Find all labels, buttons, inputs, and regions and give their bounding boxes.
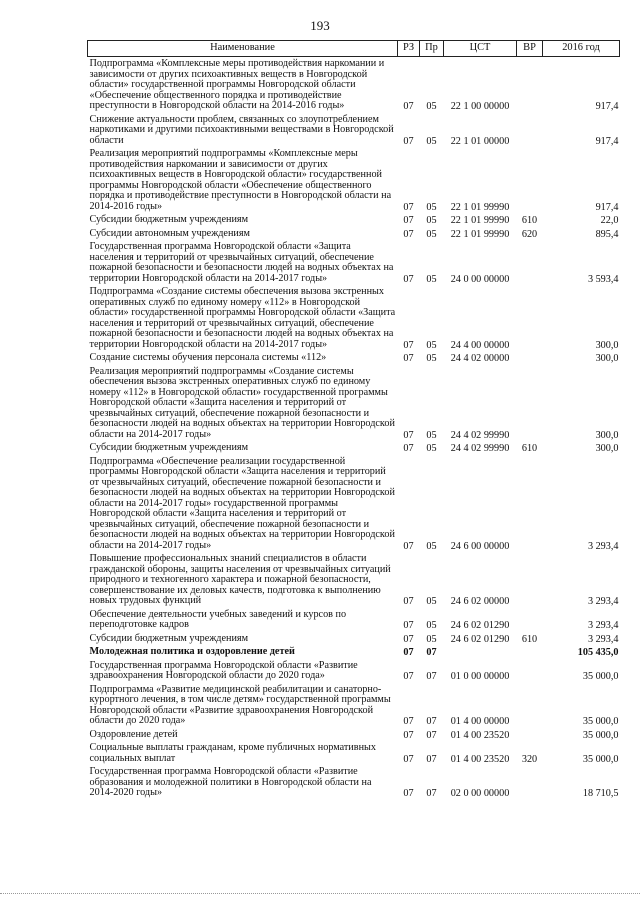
cell-rz: 07 [403, 716, 414, 727]
table-row [88, 645, 620, 659]
cell-name: Снижение актуальности проблем, связанных со злоупотреблением наркотиками и другими психоактивными веществами в Новгородской области [89, 113, 394, 146]
cell-sum: 105 435,0 [577, 647, 619, 658]
cell-vr [517, 765, 543, 800]
cell-cst: 01 0 00 00000 [450, 671, 510, 682]
cell-pr: 05 [426, 339, 437, 351]
cell-sum: 917,4 [595, 201, 619, 213]
cell-pr: 07 [426, 647, 437, 658]
cell-pr: 07 [426, 753, 437, 765]
scan-edge-divider [0, 893, 640, 894]
cell-cst: 24 6 02 00000 [450, 596, 510, 607]
table-row [88, 455, 620, 553]
cell-sum: 300,0 [595, 443, 619, 454]
cell-name: Подпрограмма «Обеспечение реализации государственной программы Новгородской области «Защита населения и территорий от чрезвычайных ситуаций, обеспечение пожарной безопасности и безопасности людей на водных объектах на территории Новгородской области на 2014-2017 годы» государственной программы Новгородской области «Защита населения и территорий от чрезвычайных ситуаций, обеспечение пожарной безопасности и безопасности людей на водных объектах на территории Новгородской области на 2014-2017 годы» [89, 455, 395, 551]
cell-cst: 24 6 00 00000 [450, 540, 510, 552]
cell-sum: 35 000,0 [582, 716, 619, 727]
cell-vr [517, 552, 543, 608]
cell-vr [517, 455, 543, 553]
cell-cst: 22 1 00 00000 [450, 101, 510, 112]
cell-pr: 07 [426, 788, 437, 799]
cell-vr [517, 240, 543, 285]
table-row [88, 683, 620, 728]
cell-rz: 07 [403, 596, 414, 607]
table-row [88, 659, 620, 683]
cell-name: Субсидии бюджетным учреждениям [89, 442, 249, 453]
cell-rz: 07 [403, 101, 414, 112]
cell-rz: 07 [403, 540, 414, 552]
cell-sum: 3 593,4 [587, 273, 619, 285]
table-row [88, 552, 620, 608]
cell-vr: 610 [521, 443, 538, 454]
cell-name: Реализация мероприятий подпрограммы «Комплексные меры противодействия наркомании и зависимости от других психоактивных веществ в Новгородской области» государственной программы Новгородской области «Обеспечение общественного порядка и противодействие преступности в Новгородской области на 2014-2016 годы» [89, 148, 392, 212]
cell-name: Создание системы обучения персонала системы «112» [89, 352, 327, 363]
cell-rz: 07 [403, 228, 414, 240]
cell-sum: 18 710,5 [582, 788, 619, 799]
cell-cst: 02 0 00 00000 [450, 788, 510, 799]
cell-vr: 320 [521, 753, 538, 765]
cell-vr: 620 [521, 228, 538, 240]
cell-rz: 07 [403, 201, 414, 213]
cell-name: Реализация мероприятий подпрограммы «Создание системы обеспечения вызова экстренных оперативных служб по единому номеру «112» в Новгородской области» государственной программы Новгородской области «Защита населения и территорий от чрезвычайных ситуаций, обеспечение пожарной безопасности и безопасности людей на водных объектах на территории Новгородской области на 2014-2017 годы» [89, 365, 395, 440]
table-row [88, 57, 620, 113]
page-number: 193 [310, 18, 330, 33]
cell-cst: 22 1 01 99990 [450, 228, 510, 240]
cell-vr [517, 147, 543, 213]
cell-sum: 35 000,0 [582, 729, 619, 741]
column-header-name: Наименование [88, 41, 398, 57]
cell-rz: 07 [403, 353, 414, 364]
cell-sum: 300,0 [595, 353, 619, 364]
cell-rz: 07 [403, 671, 414, 682]
cell-name: Подпрограмма «Развитие медицинской реабилитации и санаторно-курортного лечения, в том числе детям» государственной программы Новгородской области «Развитие здравоохранения Новгородской области до 2020 года» [89, 683, 391, 726]
cell-pr: 07 [426, 716, 437, 727]
cell-vr [517, 608, 543, 632]
cell-cst: 01 4 00 23520 [450, 729, 510, 741]
cell-pr: 05 [426, 633, 437, 645]
cell-pr: 05 [426, 135, 437, 147]
column-header-vr: ВР [517, 41, 543, 57]
cell-name: Государственная программа Новгородской области «Защита населения и территорий от чрезвычайных ситуаций, обеспечение пожарной безопасности и безопасности людей на водных объектах на территории Новгородской области на 2014-2017 годы» [89, 241, 394, 284]
cell-rz: 07 [403, 620, 414, 631]
table-row [88, 227, 620, 241]
cell-pr: 05 [426, 101, 437, 112]
table-row [88, 728, 620, 742]
table-row [88, 632, 620, 646]
cell-vr [517, 683, 543, 728]
cell-sum: 300,0 [595, 339, 619, 351]
table-row [88, 608, 620, 632]
cell-pr: 05 [426, 429, 437, 441]
column-header-cst: ЦСТ [444, 41, 517, 57]
column-header-year: 2016 год [543, 41, 620, 57]
cell-cst: 01 4 00 23520 [450, 753, 510, 765]
cell-vr [517, 645, 543, 659]
cell-vr [517, 285, 543, 351]
cell-sum: 3 293,4 [587, 596, 619, 607]
cell-sum: 35 000,0 [582, 753, 619, 765]
cell-vr [517, 365, 543, 442]
cell-name: Государственная программа Новгородской области «Развитие образования и молодежной политики в Новгородской области на 2014-2020 годы» [89, 766, 372, 798]
cell-name: Социальные выплаты гражданам, кроме публичных нормативных социальных выплат [89, 742, 376, 764]
table-row [88, 240, 620, 285]
cell-vr [517, 113, 543, 148]
cell-name: Подпрограмма «Комплексные меры противодействия наркомании и зависимости от других психоактивных веществ в Новгородской области» государственной программы Новгородской области «Обеспечение общественного порядка и противодействие преступности в Новгородской области на 2014-2016 годы» [89, 58, 385, 111]
cell-cst: 24 6 02 01290 [450, 620, 510, 631]
cell-pr: 05 [426, 596, 437, 607]
budget-table [87, 40, 620, 800]
cell-cst: 24 0 00 00000 [450, 273, 510, 285]
cell-cst: 22 1 01 99990 [450, 201, 510, 213]
cell-pr: 05 [426, 353, 437, 364]
cell-rz: 07 [403, 788, 414, 799]
table-row [88, 741, 620, 765]
cell-rz: 07 [403, 339, 414, 351]
cell-cst [444, 645, 517, 659]
cell-pr: 05 [426, 540, 437, 552]
cell-rz: 07 [403, 443, 414, 454]
cell-cst: 24 4 02 00000 [450, 353, 510, 364]
cell-sum: 917,4 [595, 101, 619, 112]
cell-name: Субсидии бюджетным учреждениям [89, 214, 249, 225]
cell-pr: 05 [426, 228, 437, 240]
cell-pr: 05 [426, 443, 437, 454]
cell-name: Государственная программа Новгородской области «Развитие здравоохранения Новгородской области до 2020 года» [89, 659, 358, 681]
cell-sum: 3 293,4 [587, 620, 619, 631]
cell-sum: 3 293,4 [587, 540, 619, 552]
cell-sum: 35 000,0 [582, 671, 619, 682]
cell-sum: 917,4 [595, 135, 619, 147]
table-body [88, 57, 620, 800]
cell-pr: 07 [426, 729, 437, 741]
cell-rz: 07 [403, 647, 414, 658]
cell-rz: 07 [403, 753, 414, 765]
column-header-pr: Пр [420, 41, 444, 57]
cell-rz: 07 [403, 729, 414, 741]
cell-name: Субсидии бюджетным учреждениям [89, 632, 249, 644]
table-row [88, 765, 620, 800]
cell-vr [517, 57, 543, 113]
table-row [88, 285, 620, 351]
cell-vr [517, 659, 543, 683]
table-row [88, 441, 620, 455]
cell-pr: 07 [426, 671, 437, 682]
column-header-rz: РЗ [398, 41, 420, 57]
cell-rz: 07 [403, 135, 414, 147]
cell-vr: 610 [521, 633, 538, 645]
cell-name: Оздоровление детей [89, 728, 178, 740]
cell-cst: 24 6 02 01290 [450, 633, 510, 645]
table-row [88, 147, 620, 213]
table-row [88, 213, 620, 227]
cell-rz: 07 [403, 215, 414, 226]
cell-vr [517, 728, 543, 742]
cell-cst: 22 1 01 99990 [450, 215, 510, 226]
cell-sum: 3 293,4 [587, 633, 619, 645]
cell-pr: 05 [426, 201, 437, 213]
cell-vr [517, 351, 543, 365]
cell-cst: 24 4 02 99990 [450, 443, 510, 454]
cell-pr: 05 [426, 215, 437, 226]
cell-name: Повышение профессиональных знаний специалистов в области гражданской обороны, защиты населения от чрезвычайных ситуаций природного и техногенного характера и пожарной безопасности, совершенствование их деловых качеств, подготовка к выполнению новых трудовых функций [89, 553, 391, 606]
cell-vr: 610 [521, 215, 538, 226]
cell-cst: 24 4 00 00000 [450, 339, 510, 351]
cell-cst: 24 4 02 99990 [450, 429, 510, 441]
table-row [88, 113, 620, 148]
cell-rz: 07 [403, 429, 414, 441]
table-row [88, 365, 620, 442]
cell-name: Подпрограмма «Создание системы обеспечения вызова экстренных оперативных служб по единому номеру «112» в Новгородской области» государственной программы Новгородской области «Защита населения и территорий от чрезвычайных ситуаций, обеспечение пожарной безопасности и безопасности людей на водных объектах на территории Новгородской области на 2014-2017 годы» [89, 286, 396, 350]
cell-sum: 22,0 [600, 215, 619, 226]
cell-cst: 01 4 00 00000 [450, 716, 510, 727]
table-row [88, 351, 620, 365]
cell-name: Субсидии автономным учреждениям [89, 227, 250, 239]
cell-rz: 07 [403, 273, 414, 285]
cell-rz: 07 [403, 633, 414, 645]
cell-sum: 300,0 [595, 429, 619, 441]
cell-pr: 05 [426, 620, 437, 631]
cell-cst: 22 1 01 00000 [450, 135, 510, 147]
cell-sum: 895,4 [595, 228, 619, 240]
cell-pr: 05 [426, 273, 437, 285]
cell-name: Обеспечение деятельности учебных заведений и курсов по переподготовке кадров [89, 608, 347, 630]
table-header-row [88, 41, 620, 57]
cell-name: Молодежная политика и оздоровление детей [89, 646, 295, 657]
